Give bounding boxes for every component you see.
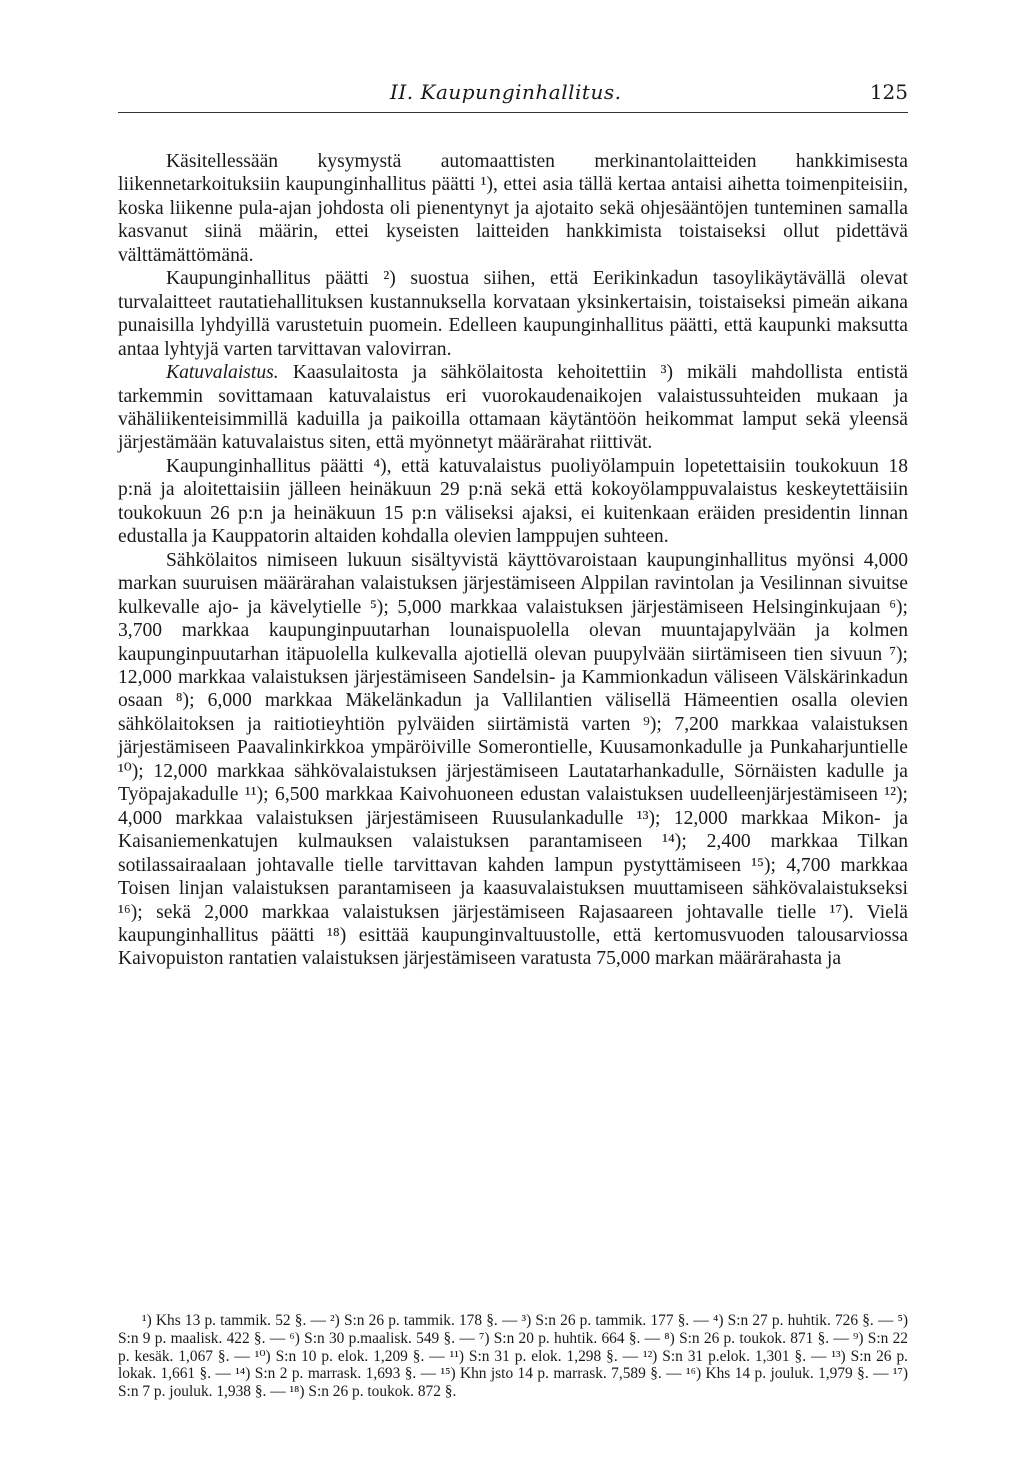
paragraph: Kaupunginhallitus päätti ²) suostua siihen, että Eerikinkadun tasoylikäytävällä olevat turvalaitteet rautatiehallituksen kustannuksella korvataan yksinkertaisin, toistaiseksi pimeän aikana punaisilla lyhdyillä varustetuin puomein. Edelleen kaupunginhallitus päätti, että kaupunki maksutta antaa lyhtyjä varten tarvittavan valovirran. [118,268,908,360]
body-text [118,150,908,971]
page-number: 125 [869,80,908,104]
paragraph [118,361,908,455]
header-rule [118,112,908,113]
footnotes [118,1312,908,1401]
paragraph-text: Kaasulaitosta ja sähkölaitosta kehoitettiin ³) mikäli mahdollista entistä tarkemmin sovittamaan katuvalaistus eri vuorokaudenaikojen valaistussuhteiden mukaan ja vähäliikenteisimmillä kaduilla ja paikoilla ottamaan käytäntöön heikommat lamput sekä yleensä järjestämään katuvalaistus siten, että myönnetyt määrärahat riittivät. [118,362,908,454]
section-lead: Katuvalaistus. [166,362,279,384]
running-header [118,80,908,114]
paragraph: Kaupunginhallitus päätti ⁴), että katuvalaistus puoliyölampuin lopetettaisiin toukokuun 18 p:nä ja aloitettaisiin jälleen heinäkuun 29 p:nä sekä että kokoyölamppuvalaistus keskeytettäisiin toukokuun 26 p:n ja heinäkuun 15 p:n väliseksi ajaksi, ei kuitenkaan eräiden presidentin linnan edustalla ja Kauppatorin altaiden kohdalla olevien lamppujen suhteen. [118,455,908,548]
footnote-text: ¹) Khs 13 p. tammik. 52 §. — ²) S:n 26 p. tammik. 178 §. — ³) S:n 26 p. tammik. 177 §. — ⁴) S:n 27 p. huhtik. 726 §. — ⁵) S:n 9 p. maalisk. 422 §. — ⁶) S:n 30 p.maalisk. 549 §. — ⁷) S:n 20 p. huhtik. 664 §. — ⁸) S:n 26 p. toukok. 871 §. — ⁹) S:n 22 p. kesäk. 1,067 §. — ¹⁰) S:n 10 p. elok. 1,209 §. — ¹¹) S:n 31 p. elok. 1,298 §. — ¹²) S:n 31 p.elok. 1,301 §. — ¹³) S:n 26 p. lokak. 1,661 §. — ¹⁴) S:n 2 p. marrask. 1,693 §. — ¹⁵) Khn jsto 14 p. marrask. 7,589 §. — ¹⁶) Khs 14 p. jouluk. 1,979 §. — ¹⁷) S:n 7 p. jouluk. 1,938 §. — ¹⁸) S:n 26 p. toukok. 872 §. [118,1312,908,1401]
paragraph: Käsitellessään kysymystä automaattisten merkinantolaitteiden hankkimisesta liikennetarkoituksiin kaupunginhallitus päätti ¹), ettei asia tällä kertaa antaisi aihetta toimenpiteisiin, koska liikenne pula-ajan johdosta oli pienentynyt ja ajotaito sekä ohjesääntöjen tunteminen samalla kasvanut siinä määrin, ettei kyseisten laitteiden hankkimista toistaiseksi ollut pidettävä välttämättömänä. [118,151,908,266]
paragraph: Sähkölaitos nimiseen lukuun sisältyvistä käyttövaroistaan kaupunginhallitus myönsi 4,000 markan suuruisen määrärahan valaistuksen järjestämiseen Alppilan ravintolan ja Vesilinnan sivuitse kulkevalle ajo- ja kävelytielle ⁵); 5,000 markkaa valaistuksen järjestämiseen Helsinginkujaan ⁶); 3,700 markkaa kaupunginpuutarhan lounaispuolella olevan muuntajapylvään ja kolmen kaupunginpuutarhan itäpuolella kulkevalla ajotiellä olevan puupylvään siirtämiseen tien sivuun ⁷); 12,000 markkaa valaistuksen järjestämiseen Sandelsin- ja Kammionkadun väliseen Välskärinkadun osaan ⁸); 6,000 markkaa Mäkelänkadun ja Vallilantien välisellä Hämeentien osalla olevien sähkölaitoksen ja raitiotieyhtiön pylväiden siirtämistä varten ⁹); 7,200 markkaa valaistuksen järjestämiseen Paavalinkirkkoa ympäröiville Somerontielle, Kuusamonkadulle ja Punkaharjuntielle ¹⁰); 12,000 markkaa sähkövalaistuksen järjestämiseen Lautatarhankadulle, Sörnäisten kadulle ja Työpajakadulle ¹¹); 6,500 markkaa Kaivohuoneen edustan valaistuksen uudelleenjärjestämiseen ¹²); 4,000 markkaa valaistuksen järjestämiseen Ruusulankadulle ¹³); 12,000 markkaa Mikon- ja Kaisaniemenkatujen kulmauksen valaistuksen parantamiseen ¹⁴); 2,400 markkaa Tilkan sotilassairaalaan johtavalle tielle tarvittavan kahden lampun pystyttämiseen ¹⁵); 4,700 markkaa Toisen linjan valaistuksen parantamiseen ja kaasuvalaistuksen muuttamiseen sähkövalaistukseksi ¹⁶); sekä 2,000 markkaa valaistuksen järjestämiseen Rajasaareen johtavalle tielle ¹⁷). Vielä kaupunginhallitus päätti ¹⁸) esittää kaupunginvaltuustolle, että kertomusvuoden talousarviossa Kaivopuiston rantatien valaistuksen järjestämiseen varatusta 75,000 markan määrärahasta ja [118,549,908,970]
running-header-title: II. Kaupunginhallitus. [390,80,622,104]
